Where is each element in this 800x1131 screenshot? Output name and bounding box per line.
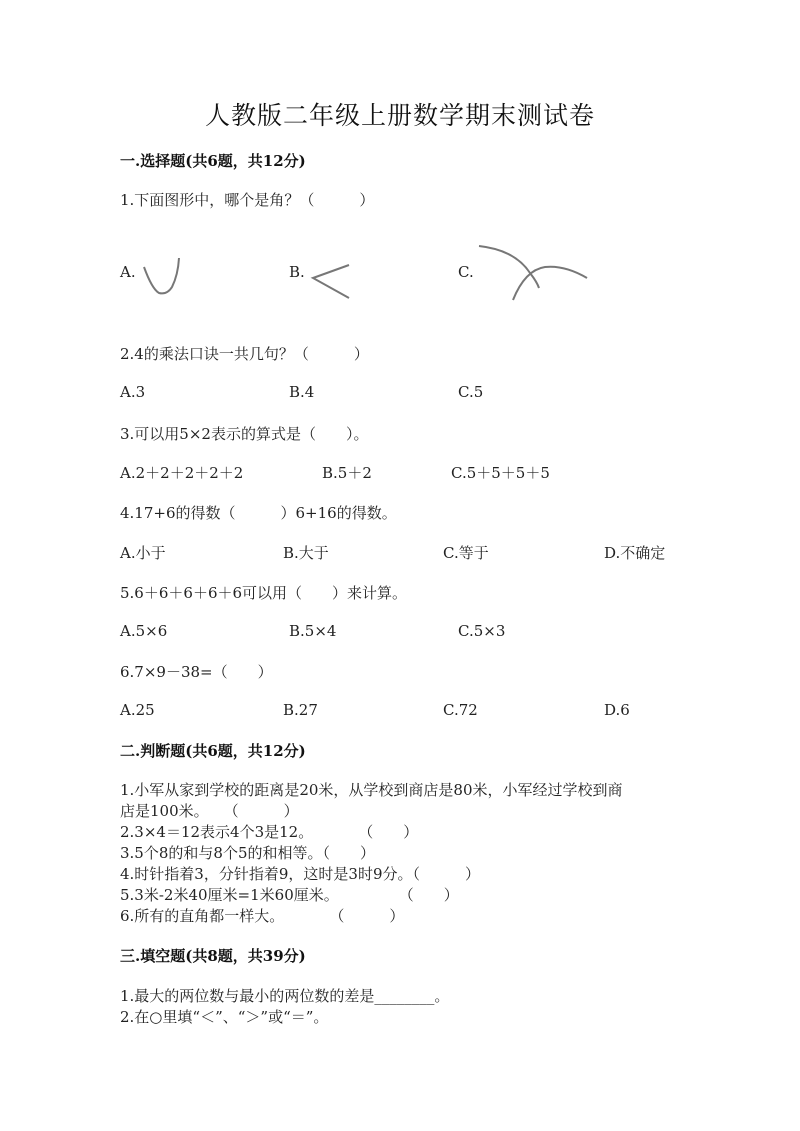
question-5: 5.6＋6＋6＋6＋6可以用（ ）来计算。 bbox=[120, 584, 408, 602]
option-5b: B.5×4 bbox=[289, 622, 337, 640]
option-1c: C. bbox=[458, 263, 474, 281]
option-4d: D.不确定 bbox=[604, 544, 666, 562]
fill-in-line: 1.最大的两位数与最小的两位数的差是________。 bbox=[120, 987, 450, 1005]
option-4c: C.等于 bbox=[443, 544, 489, 562]
judgement-line: 3.5个8的和与8个5的和相等。（ ） bbox=[120, 844, 375, 862]
option-4a: A.小于 bbox=[120, 544, 166, 562]
fill-in-line: 2.在○里填“＜”、“＞”或“＝”。 bbox=[120, 1008, 329, 1026]
page-title: 人教版二年级上册数学期末测试卷 bbox=[204, 101, 595, 130]
question-2: 2.4的乘法口诀一共几句？（ ） bbox=[120, 345, 369, 363]
judgement-line: 2.3×4＝12表示4个3是12。 （ ） bbox=[120, 823, 419, 841]
question-1: 1.下面图形中，哪个是角？（ ） bbox=[120, 191, 375, 209]
judgement-line: 6.所有的直角都一样大。 （ ） bbox=[120, 907, 405, 925]
question-4: 4.17+6的得数（ ）6+16的得数。 bbox=[120, 504, 397, 522]
angle-figure bbox=[308, 260, 358, 305]
option-3c: C.5＋5＋5＋5 bbox=[451, 464, 550, 482]
question-6: 6.7×9－38=（ ） bbox=[120, 663, 273, 681]
section-heading-fill-in: 三.填空题(共8题，共39分) bbox=[120, 947, 306, 965]
crossing-lines-figure bbox=[475, 240, 595, 305]
question-3: 3.可以用5×2表示的算式是（ ）。 bbox=[120, 425, 369, 443]
option-4b: B.大于 bbox=[283, 544, 329, 562]
option-6a: A.25 bbox=[120, 701, 155, 719]
option-2b: B.4 bbox=[289, 383, 315, 401]
option-6d: D.6 bbox=[604, 701, 630, 719]
option-6b: B.27 bbox=[283, 701, 318, 719]
judgement-line: 5.3米-2米40厘米=1米60厘米。 （ ） bbox=[120, 886, 459, 904]
section-heading-judgement: 二.判断题(共6题，共12分) bbox=[120, 742, 306, 760]
curve-figure bbox=[140, 255, 185, 300]
judgement-line: 4.时针指着3，分针指着9，这时是3时9分。（ ） bbox=[120, 865, 480, 883]
option-1a: A. bbox=[120, 263, 136, 281]
option-5c: C.5×3 bbox=[458, 622, 506, 640]
section-heading-choice: 一.选择题(共6题，共12分) bbox=[120, 152, 306, 170]
option-5a: A.5×6 bbox=[120, 622, 168, 640]
option-3a: A.2＋2＋2＋2＋2 bbox=[120, 464, 244, 482]
option-6c: C.72 bbox=[443, 701, 478, 719]
option-2a: A.3 bbox=[120, 383, 146, 401]
option-1b: B. bbox=[289, 263, 305, 281]
judgement-line: 店是100米。 （ ） bbox=[120, 802, 299, 820]
option-3b: B.5＋2 bbox=[322, 464, 372, 482]
judgement-line: 1.小军从家到学校的距离是20米，从学校到商店是80米，小军经过学校到商 bbox=[120, 781, 623, 799]
option-2c: C.5 bbox=[458, 383, 484, 401]
